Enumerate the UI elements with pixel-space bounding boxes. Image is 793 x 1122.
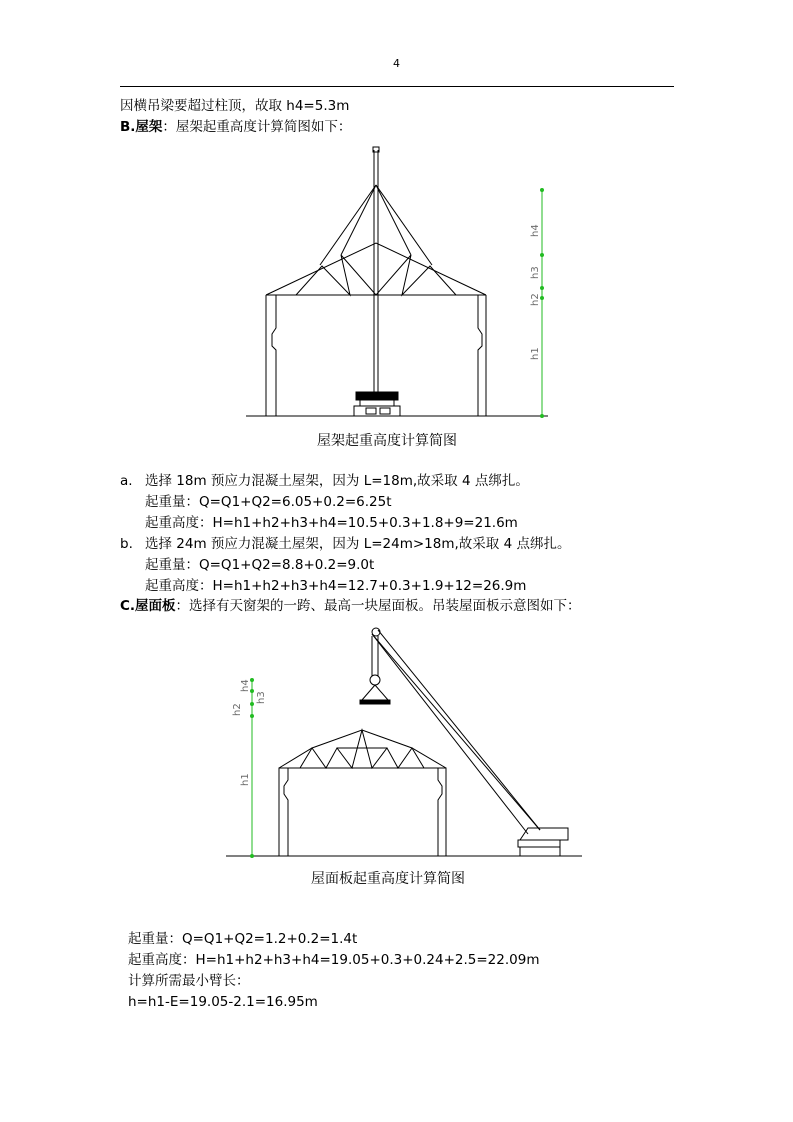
crane-turntable (356, 392, 398, 400)
dimension-tick (541, 287, 544, 290)
crane-track (354, 406, 400, 416)
sling (362, 685, 375, 700)
dimension-tick (541, 254, 544, 257)
dimension-tick (251, 703, 254, 706)
boom-heading: 计算所需最小臂长： (128, 973, 250, 989)
figure-2-caption: 屋面板起重高度计算简图 (311, 871, 465, 887)
crane-wheel (380, 408, 390, 414)
roof-panel (360, 700, 390, 704)
section-b-label: B.屋架 (120, 119, 163, 135)
boom-head (372, 628, 380, 636)
boom-line (372, 634, 528, 834)
item-a-text: 选择 18m 预应力混凝土屋架，因为 L=18m,故采取 4 点绑扎。 (145, 473, 529, 489)
label-h2-2: h2 (232, 703, 243, 716)
item-a-weight: 起重量：Q=Q1+Q2=6.05+0.2=6.25t (145, 494, 392, 510)
item-b-marker: b. (120, 536, 133, 552)
dimension-tick (251, 855, 254, 858)
boom-line (372, 634, 540, 830)
label-h4-2: h4 (240, 679, 251, 692)
section-b-text: ：屋架起重高度计算简图如下： (162, 119, 352, 135)
left-column-2 (284, 768, 288, 856)
label-h3-2: h3 (256, 691, 267, 704)
left-column-inner (272, 295, 276, 416)
sling-line (376, 185, 432, 265)
truss-top-chord (266, 243, 486, 295)
label-h1-2: h1 (240, 773, 251, 786)
sling-line (376, 185, 411, 255)
crane-body-2 (520, 828, 568, 840)
dimension-tick (541, 189, 544, 192)
intro-line: 因横吊梁要超过柱顶，故取 h4=5.3m (120, 98, 350, 114)
section-c-height: 起重高度：H=h1+h2+h3+h4=19.05+0.3+0.24+2.5=22.09m (128, 952, 540, 968)
section-c-heading (120, 596, 581, 616)
boom-line (378, 630, 540, 830)
dimension-tick (541, 415, 544, 418)
label-h4: h4 (530, 224, 541, 237)
right-column-inner (478, 295, 482, 416)
sling-line (320, 185, 376, 265)
label-h3: h3 (530, 266, 541, 279)
section-c-weight: 起重量：Q=Q1+Q2=1.2+0.2=1.4t (128, 931, 358, 947)
figure-1-caption: 屋架起重高度计算简图 (317, 433, 457, 449)
dimension-tick (251, 715, 254, 718)
hook-block (370, 675, 380, 685)
sling-line (341, 185, 376, 255)
item-b-height: 起重高度：H=h1+h2+h3+h4=12.7+0.3+1.9+12=26.9m (145, 578, 527, 594)
section-c-text: ：选择有天窗架的一跨、最高一块屋面板。吊装屋面板示意图如下： (175, 598, 581, 614)
crane-body (360, 400, 394, 406)
label-h2: h2 (530, 293, 541, 306)
page-number: 4 (393, 57, 400, 70)
item-b-text: 选择 24m 预应力混凝土屋架，因为 L=24m>18m,故采取 4 点绑扎。 (145, 536, 571, 552)
item-a-marker: a. (120, 473, 133, 489)
item-a-height: 起重高度：H=h1+h2+h3+h4=10.5+0.3+1.8+9=21.6m (145, 515, 518, 531)
crane-track-2 (520, 847, 560, 856)
crane-wheel (366, 408, 376, 414)
right-column-2 (438, 768, 442, 856)
truss-web-2 (300, 730, 424, 768)
item-b-weight: 起重量：Q=Q1+Q2=8.8+0.2=9.0t (145, 557, 375, 573)
boom-formula: h=h1-E=19.05-2.1=16.95m (128, 994, 318, 1010)
building-outline (279, 768, 446, 856)
sling (375, 685, 388, 700)
crane-base-2 (518, 840, 560, 847)
label-h1: h1 (530, 347, 541, 360)
truss-web (296, 255, 456, 295)
section-c-label: C.屋面板 (120, 598, 176, 614)
